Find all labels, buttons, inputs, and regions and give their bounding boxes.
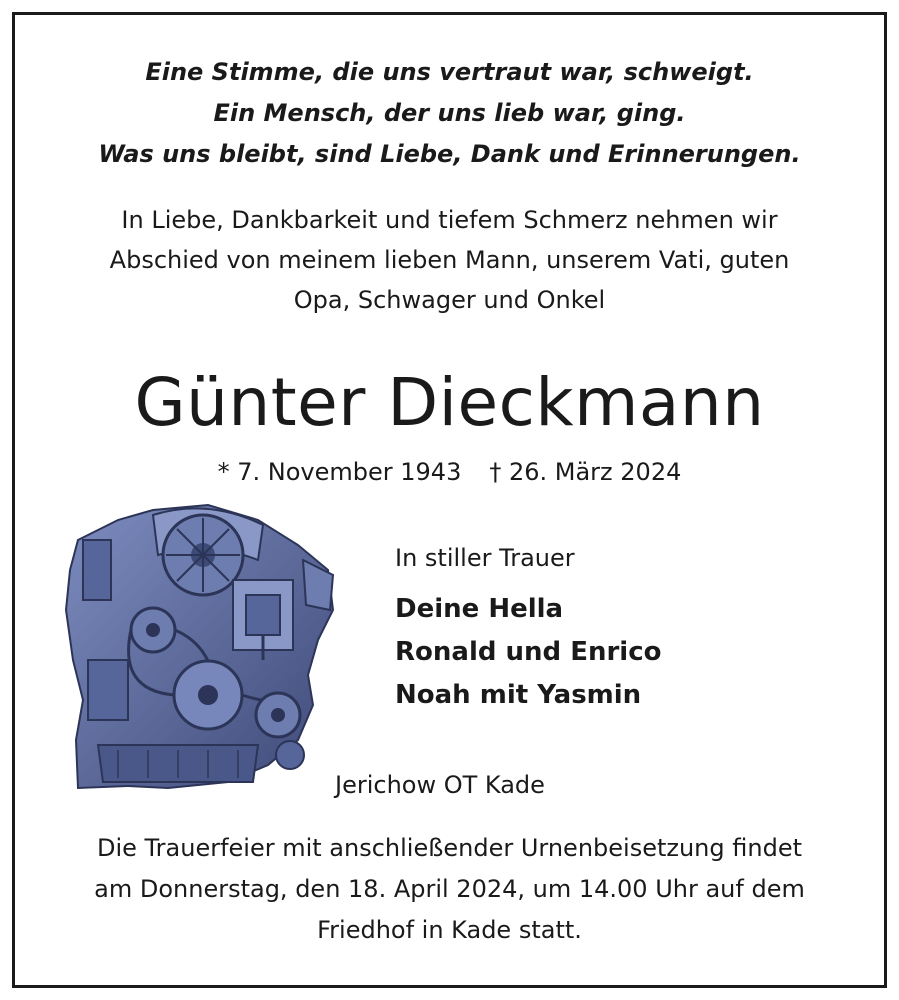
- funeral-line: Die Trauerfeier mit anschließender Urnenbeisetzung findet: [96, 834, 802, 862]
- life-dates: [0, 452, 899, 492]
- mourner-name: Deine Hella: [395, 594, 564, 624]
- birth-date: * 7. November 1943: [217, 458, 462, 486]
- deceased-name: Günter Dieckmann: [134, 364, 765, 441]
- memorial-motto: [0, 52, 899, 175]
- motto-line: Ein Mensch, der uns lieb war, ging.: [213, 99, 686, 127]
- mourner-name: Noah mit Yasmin: [395, 680, 642, 710]
- intro-line: In Liebe, Dankbarkeit und tiefem Schmerz nehmen wir: [121, 206, 778, 234]
- motto-line: Was uns bleibt, sind Liebe, Dank und Erinnerungen.: [98, 140, 801, 168]
- motto-line: Eine Stimme, die uns vertraut war, schweigt.: [145, 58, 754, 86]
- intro-line: Opa, Schwager und Onkel: [293, 286, 606, 314]
- intro-line: Abschied von meinem lieben Mann, unserem Vati, guten: [109, 246, 790, 274]
- farewell-intro: [0, 200, 899, 320]
- mourner-name: Ronald und Enrico: [395, 637, 662, 667]
- funeral-line: Friedhof in Kade statt.: [317, 916, 582, 944]
- death-date: † 26. März 2024: [489, 458, 682, 486]
- place-of-residence: Jerichow OT Kade: [335, 771, 545, 799]
- funeral-details: [0, 828, 899, 951]
- mourner-list: [395, 588, 661, 717]
- funeral-line: am Donnerstag, den 18. April 2024, um 14.00 Uhr auf dem: [94, 875, 805, 903]
- mourning-intro: In stiller Trauer: [395, 544, 575, 572]
- engine-illustration-icon: [58, 500, 343, 790]
